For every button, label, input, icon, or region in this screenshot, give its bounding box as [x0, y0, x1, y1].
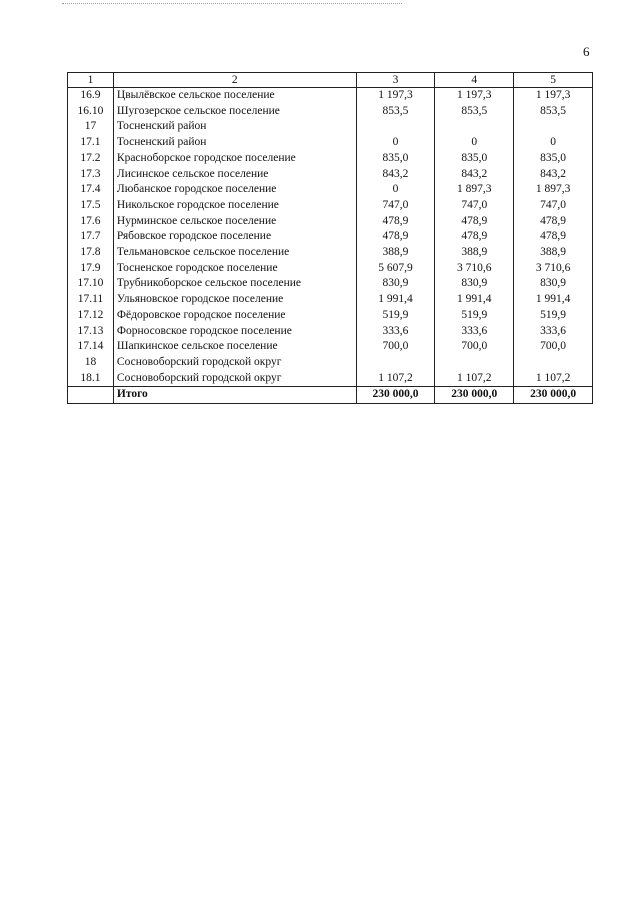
table-row — [68, 339, 593, 355]
table-row — [68, 261, 593, 277]
table-row — [68, 308, 593, 324]
value-col-3: 230 000,0 — [356, 387, 435, 404]
row-name: Сосновоборский городской округ — [113, 371, 356, 387]
row-name: Цвылёвское сельское поселение — [113, 88, 356, 104]
value-col-3: 843,2 — [356, 167, 435, 183]
row-number: 17.14 — [68, 339, 114, 355]
value-col-5: 700,0 — [514, 339, 593, 355]
row-number: 17.7 — [68, 229, 114, 245]
column-header: 3 — [356, 73, 435, 88]
value-col-5: 478,9 — [514, 214, 593, 230]
row-number: 17.13 — [68, 324, 114, 340]
table-row — [68, 135, 593, 151]
value-col-4: 478,9 — [435, 229, 514, 245]
row-number: 18.1 — [68, 371, 114, 387]
value-col-4: 519,9 — [435, 308, 514, 324]
value-col-4: 835,0 — [435, 151, 514, 167]
row-name: Лисинское сельское поселение — [113, 167, 356, 183]
value-col-4: 830,9 — [435, 276, 514, 292]
value-col-3 — [356, 355, 435, 371]
value-col-4: 478,9 — [435, 214, 514, 230]
value-col-3: 700,0 — [356, 339, 435, 355]
value-col-5 — [514, 119, 593, 135]
row-number: 17.1 — [68, 135, 114, 151]
value-col-3: 747,0 — [356, 198, 435, 214]
row-number: 17.11 — [68, 292, 114, 308]
value-col-5: 478,9 — [514, 229, 593, 245]
value-col-4: 853,5 — [435, 104, 514, 120]
table-row — [68, 229, 593, 245]
value-col-4: 843,2 — [435, 167, 514, 183]
row-number: 17.12 — [68, 308, 114, 324]
column-header: 2 — [113, 73, 356, 88]
row-name: Шугозерское сельское поселение — [113, 104, 356, 120]
table-row — [68, 214, 593, 230]
value-col-4: 230 000,0 — [435, 387, 514, 404]
value-col-4: 700,0 — [435, 339, 514, 355]
row-number: 17 — [68, 119, 114, 135]
value-col-4: 388,9 — [435, 245, 514, 261]
row-name: Тосненский район — [113, 135, 356, 151]
value-col-5: 3 710,6 — [514, 261, 593, 277]
table-row — [68, 276, 593, 292]
page-number: 6 — [583, 44, 590, 59]
table-row — [68, 245, 593, 261]
row-number: 17.3 — [68, 167, 114, 183]
row-name: Красноборское городское поселение — [113, 151, 356, 167]
value-col-3: 519,9 — [356, 308, 435, 324]
value-col-5: 830,9 — [514, 276, 593, 292]
value-col-5: 843,2 — [514, 167, 593, 183]
value-col-5: 230 000,0 — [514, 387, 593, 404]
value-col-5: 1 897,3 — [514, 182, 593, 198]
value-col-5: 1 107,2 — [514, 371, 593, 387]
column-header: 4 — [435, 73, 514, 88]
row-number: 17.5 — [68, 198, 114, 214]
value-col-4 — [435, 119, 514, 135]
row-name: Итого — [113, 387, 356, 404]
row-number: 17.4 — [68, 182, 114, 198]
table-header-row — [68, 73, 593, 88]
value-col-3: 388,9 — [356, 245, 435, 261]
value-col-5: 388,9 — [514, 245, 593, 261]
table-row — [68, 167, 593, 183]
table-row — [68, 292, 593, 308]
value-col-4: 1 897,3 — [435, 182, 514, 198]
value-col-3: 333,6 — [356, 324, 435, 340]
value-col-3: 478,9 — [356, 214, 435, 230]
value-col-5: 333,6 — [514, 324, 593, 340]
value-col-5: 853,5 — [514, 104, 593, 120]
allocation-table — [67, 72, 593, 404]
row-number: 17.8 — [68, 245, 114, 261]
value-col-4: 0 — [435, 135, 514, 151]
row-number: 17.6 — [68, 214, 114, 230]
row-name: Никольское городское поселение — [113, 198, 356, 214]
column-header: 5 — [514, 73, 593, 88]
scan-artifact-line — [62, 3, 402, 5]
value-col-3: 1 991,4 — [356, 292, 435, 308]
table-row — [68, 324, 593, 340]
row-name: Тельмановское сельское поселение — [113, 245, 356, 261]
value-col-3: 835,0 — [356, 151, 435, 167]
row-name: Нурминское сельское поселение — [113, 214, 356, 230]
value-col-3: 5 607,9 — [356, 261, 435, 277]
table-row — [68, 371, 593, 387]
table-row — [68, 198, 593, 214]
row-number: 17.9 — [68, 261, 114, 277]
row-name: Ульяновское городское поселение — [113, 292, 356, 308]
row-name: Рябовское городское поселение — [113, 229, 356, 245]
value-col-3: 853,5 — [356, 104, 435, 120]
value-col-5: 747,0 — [514, 198, 593, 214]
row-name: Любанское городское поселение — [113, 182, 356, 198]
value-col-5: 1 991,4 — [514, 292, 593, 308]
table-row — [68, 88, 593, 104]
value-col-4: 747,0 — [435, 198, 514, 214]
row-number: 18 — [68, 355, 114, 371]
row-name: Тосненский район — [113, 119, 356, 135]
column-header: 1 — [68, 73, 114, 88]
table-row — [68, 151, 593, 167]
value-col-4: 3 710,6 — [435, 261, 514, 277]
table-row — [68, 119, 593, 135]
value-col-3: 1 197,3 — [356, 88, 435, 104]
value-col-5: 0 — [514, 135, 593, 151]
value-col-3: 0 — [356, 182, 435, 198]
value-col-3 — [356, 119, 435, 135]
value-col-5: 1 197,3 — [514, 88, 593, 104]
value-col-4: 333,6 — [435, 324, 514, 340]
value-col-3: 1 107,2 — [356, 371, 435, 387]
value-col-5 — [514, 355, 593, 371]
row-number: 16.9 — [68, 88, 114, 104]
row-name: Тосненское городское поселение — [113, 261, 356, 277]
total-row — [68, 387, 593, 404]
value-col-4: 1 107,2 — [435, 371, 514, 387]
row-name: Сосновоборский городской округ — [113, 355, 356, 371]
value-col-4: 1 991,4 — [435, 292, 514, 308]
table-row — [68, 355, 593, 371]
value-col-5: 519,9 — [514, 308, 593, 324]
value-col-3: 830,9 — [356, 276, 435, 292]
value-col-3: 0 — [356, 135, 435, 151]
row-number: 17.10 — [68, 276, 114, 292]
table-row — [68, 182, 593, 198]
value-col-3: 478,9 — [356, 229, 435, 245]
row-name: Трубникоборское сельское поселение — [113, 276, 356, 292]
row-number: 17.2 — [68, 151, 114, 167]
value-col-4: 1 197,3 — [435, 88, 514, 104]
row-number: 16.10 — [68, 104, 114, 120]
row-number — [68, 387, 114, 404]
value-col-5: 835,0 — [514, 151, 593, 167]
value-col-4 — [435, 355, 514, 371]
row-name: Шапкинское сельское поселение — [113, 339, 356, 355]
row-name: Форносовское городское поселение — [113, 324, 356, 340]
table-row — [68, 104, 593, 120]
row-name: Фёдоровское городское поселение — [113, 308, 356, 324]
